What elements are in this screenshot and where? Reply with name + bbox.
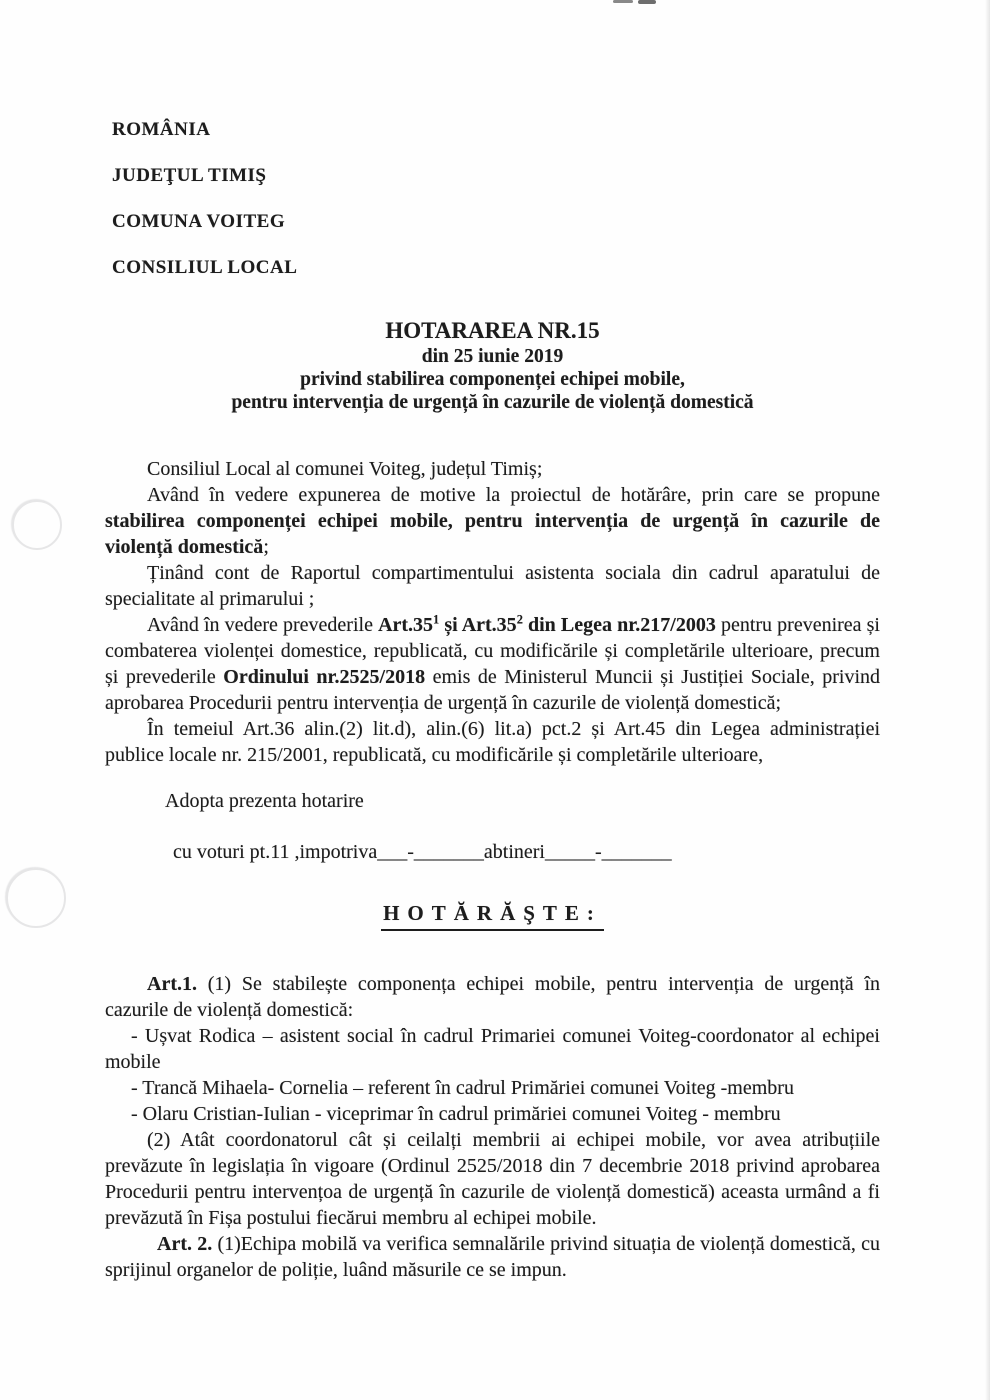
- institution-header: [105, 120, 880, 277]
- decree-heading: HOTĂRĂŞTE:: [381, 901, 604, 931]
- decision-date: din 25 iunie 2019: [421, 346, 564, 367]
- text-run: pentru prevenirea și combaterea violenței domestice, republicată, cu modificările și completările ulterioare, precum și prevederile: [105, 614, 880, 688]
- header-country: ROMÂNIA: [112, 119, 211, 140]
- scan-edge-shadow: [985, 0, 990, 1400]
- article-2-label: Art. 2.: [157, 1233, 213, 1255]
- text-run: ;: [263, 536, 269, 558]
- scan-artifact-top-mark: [613, 0, 633, 3]
- adoption-line: Adopta prezenta hotarire: [165, 790, 364, 812]
- scan-artifact-top-mark: [638, 0, 656, 4]
- paragraph-temei-legal: În temeiul Art.36 alin.(2) lit.d), alin.(6) lit.a) pct.2 și Art.45 din Legea administrației publice locale nr. 215/2001, republicată, cu modificările și completările ulterioare,: [105, 718, 880, 766]
- text-run: (1) Se stabilește componența echipei mobile, pentru intervenția de urgență în cazurile de violență domestică:: [105, 973, 880, 1021]
- team-member-item: - Ușvat Rodica – asistent social în cadrul Primariei comunei Voiteg-coordonator al echipei mobile: [105, 1025, 880, 1073]
- header-council: CONSILIUL LOCAL: [112, 257, 298, 278]
- text-run-bold: Ordinului nr.2525/2018: [223, 666, 426, 688]
- decision-subject-line1: privind stabilirea componenței echipei mobile,: [300, 369, 685, 390]
- article-1-label: Art.1.: [147, 973, 197, 995]
- text-run: emis de Ministerul Muncii și Justiției Sociale, privind aprobarea Procedurii pentru intervenția de urgență în cazurile de violență domestică;: [105, 666, 880, 714]
- punch-hole-mark: [12, 500, 62, 550]
- text-run-bold: din Legea nr.217/2003: [522, 614, 716, 636]
- text-run: Având în vedere prevederile: [147, 614, 379, 636]
- decision-subject-line2: pentru intervenția de urgență în cazurile de violență domestică: [231, 392, 754, 413]
- decision-title-block: [105, 317, 880, 414]
- paragraph-council-intro: Consiliul Local al comunei Voiteg, județul Timiș;: [147, 458, 543, 480]
- votes-line: cu voturi pt.11 ,impotriva___-_______abtineri_____-_______: [173, 841, 672, 863]
- text-run-bold: stabilirea componenței echipei mobile, pentru intervenția de urgență în cazurile de violență domestică: [105, 510, 880, 558]
- text-run-bold: și Art.35: [439, 614, 517, 636]
- article-1-alin-2-paragraph: (2) Atât coordonatorul cât și ceilalți membrii ai echipei mobile, vor avea atribuțiile prevăzute în legislația în vigoare (Ordinul 2525/2018 din 7 decembrie 2018 privind aprobarea Procedurii pentru intervențoa de urgență în cazurile de violență domestică) aceasta urmând a fi prevăzută în Fișa postului fiecărui membru al echipei mobile.: [105, 1129, 880, 1229]
- superscript: 2: [516, 612, 523, 627]
- paragraph-prevederi-legale: [105, 612, 880, 716]
- header-county: JUDEŢUL TIMIŞ: [112, 165, 267, 186]
- punch-hole-mark: [6, 868, 66, 928]
- articles-block: [105, 971, 880, 1283]
- text-run: Având în vedere expunerea de motive la proiectul de hotărâre, prin care se propune: [147, 484, 880, 506]
- team-member-item: - Trancă Mihaela- Cornelia – referent în cadrul Primăriei comunei Voiteg -membru: [131, 1077, 794, 1099]
- preamble-block: [105, 456, 880, 768]
- header-commune: COMUNA VOITEG: [112, 211, 286, 232]
- decision-number: HOTARAREA NR.15: [385, 318, 600, 343]
- decree-heading-wrap: [105, 901, 880, 931]
- article-1-paragraph: [105, 971, 880, 1023]
- team-member-item: - Olaru Cristian-Iulian - viceprimar în cadrul primăriei comunei Voiteg - membru: [131, 1103, 781, 1125]
- paragraph-raport-compartiment: Ținând cont de Raportul compartimentului asistenta sociala din cadrul aparatului de specialitate al primarului ;: [105, 562, 880, 610]
- superscript: 1: [433, 612, 440, 627]
- article-2-paragraph: [105, 1231, 880, 1283]
- text-run: (1)Echipa mobilă va verifica semnalările privind situația de violență domestică, cu sprijinul organelor de poliție, luând măsurile ce se impun.: [105, 1233, 881, 1281]
- paragraph-expunere-motive: [105, 482, 880, 560]
- text-run-bold: Art.35: [378, 614, 434, 636]
